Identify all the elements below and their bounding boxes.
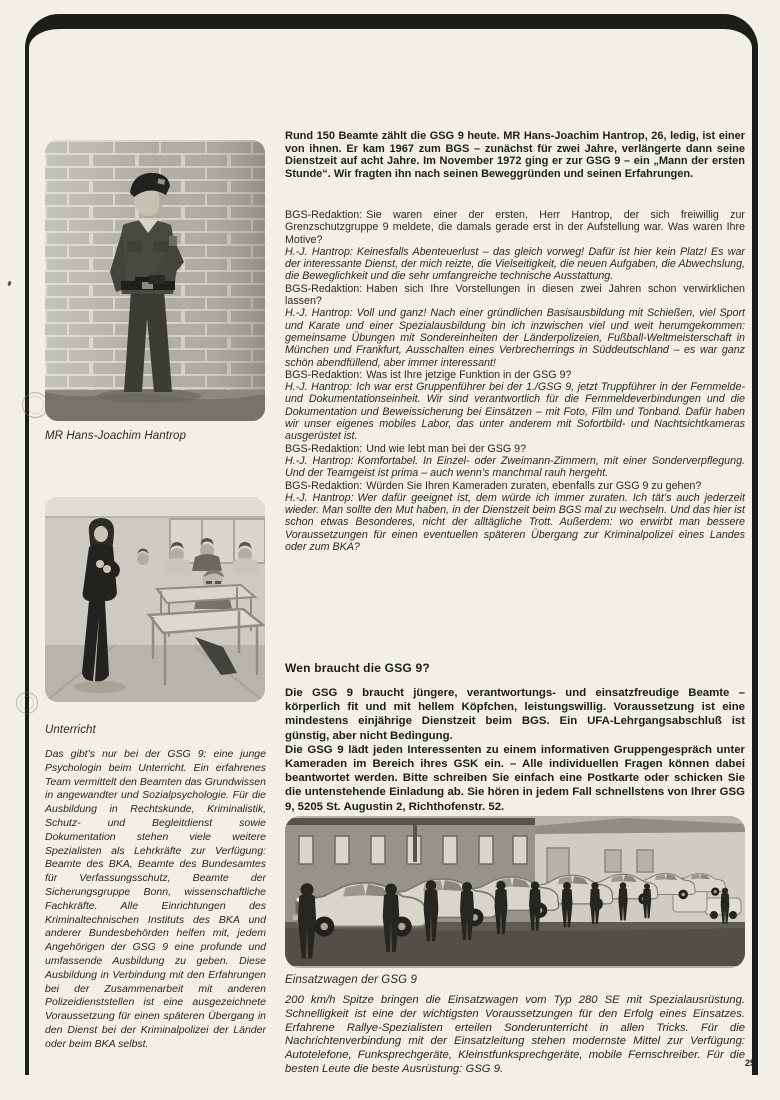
recruitment-paragraph-2: Die GSG 9 lädt jeden Interessenten zu einem informativen Gruppengespräch unter Kameraden im Bereich ihres GSK ein. – Alle individuellen Fragen können dabei beantwortet werden. Bitte schreiben Sie einfach eine Postkarte oder schicken Sie die untenstehende Einladung ab. Sie hören in jedem Fall schnellstens von Ihrer GSG 9, 5205 St. Augustin 2, Richthofenstr. 52. bbox=[285, 743, 745, 813]
left-column-body: Das gibt’s nur bei der GSG 9: eine junge Psychologin beim Unterricht. Ein erfahrenes Team vermittelt den Beamten das Grundwissen in angewandter und Sozialpsychologie. Für die Ausbildung in Rechtskunde, Kriminalistik, Schutz- und Begleitdienst sowie Dokumentation stehen viele weitere Spezialisten als Lehrkräfte zur Verfügung: Beamte des BKA, Beamte des Bundesamtes für Verfassungsschutz, Beamte der Sicherungsgruppe Bonn, wissenschaftliche Fachkräfte. Alle Einrichtungen des Kriminaltechnischen Instituts des BKA und anderer Bundesbehörden helfen mit, jedem Angehörigen der GSG 9 eine profunde und umfassende Ausbildung zu geben. Diese Ausbildung in Verbindung mit den Erfahrungen bei der Zusammenarbeit mit anderen Polizeidienststellen ist eine ausgezeichnete Voraussetzung für einen späteren Übergang in den Dienst bei der Kriminalpolizei der Länder oder beim BKA selbst. bbox=[45, 748, 266, 1050]
intro-paragraph: Rund 150 Beamte zählt die GSG 9 heute. MR Hans-Joachim Hantrop, 26, ledig, ist einer von ihnen. Er kam 1967 zum BGS – zunächst für zwei Jahre, verlängerte dann seine Dienstzeit auf acht Jahre. Im November 1972 ging er zur GSG 9 – ein „Mann der ersten Stunde“. Wir fragten ihn nach seinen Beweggründen und seinen Erfahrungen. bbox=[285, 130, 745, 180]
speaker-label: BGS-Redaktion: bbox=[285, 442, 363, 455]
interview-question bbox=[285, 443, 745, 455]
interview-answer bbox=[285, 246, 745, 283]
dialogue-text: Haben sich Ihre Vorstellungen in diesen zwei Jahren schon verwirklichen lassen? bbox=[285, 282, 745, 308]
recruitment-section bbox=[285, 686, 745, 814]
interview-answer bbox=[285, 381, 745, 442]
speaker-label: BGS-Redaktion: bbox=[285, 479, 363, 492]
dialogue-text: Komfortabel. In Einzel- oder Zweimann-Zimmern, mit einer Sonderverpflegung. Und der Teamgeist ist prima – auch wenn’s manchmal rauh hergeht. bbox=[285, 454, 745, 480]
photo-caption-einsatzwagen: Einsatzwagen der GSG 9 bbox=[285, 974, 417, 986]
stamp-mark bbox=[16, 692, 38, 714]
speaker-label: BGS-Redaktion: bbox=[285, 368, 363, 381]
interview-question bbox=[285, 283, 745, 308]
dialogue-text: Würden Sie Ihren Kameraden zuraten, ebenfalls zur GSG 9 zu gehen? bbox=[366, 479, 702, 492]
interview-answer bbox=[285, 455, 745, 480]
photo-caption-hantrop: MR Hans-Joachim Hantrop bbox=[45, 430, 186, 442]
dialogue-text: Was ist Ihre jetzige Funktion in der GSG 9? bbox=[366, 368, 572, 381]
dialogue-text: Und wie lebt man bei der GSG 9? bbox=[366, 442, 527, 455]
interview-question bbox=[285, 209, 745, 246]
page-number: 25 bbox=[744, 1058, 755, 1068]
dialogue-text: Sie waren einer der ersten, Herr Hantrop, der sich freiwillig zur Grenzschutzgruppe 9 meldete, die damals gerade erst in der Aufstellung war. Was waren Ihre Motive? bbox=[285, 209, 745, 246]
speaker-label: BGS-Redaktion: bbox=[285, 209, 363, 221]
dialogue-text: Wer dafür geeignet ist, dem würde ich immer zuraten. Ich tät’s auch jederzeit wieder. Man sollte den Mut haben, in der Dienstzeit beim BGS mal zu wechseln. Und das hier ist schon etwas Besonderes, nicht der alltägliche Trott. Außerdem: wo erwirbt man bessere Voraussetzungen für einen eventuellen späteren Übergang zur Kriminalpolizei eines Landes oder zum BKA? bbox=[285, 491, 745, 554]
speaker-label: H.-J. Hantrop: bbox=[285, 454, 354, 467]
classroom-photo bbox=[45, 497, 265, 702]
speaker-label: H.-J. Hantrop: bbox=[285, 307, 353, 320]
section-heading: Wen braucht die GSG 9? bbox=[285, 661, 430, 675]
interview-question bbox=[285, 480, 745, 492]
interview-question bbox=[285, 369, 745, 381]
dialogue-text: Keinesfalls Abenteuerlust – das gleich vorweg! Dafür ist hier kein Platz! Es war der interessante Dienst, der mich reizte, die Vielseitigkeit, die neuen Aufgaben, die Abwechslung, die Beweglichkeit und die sehr umfangreiche technische Ausstattung. bbox=[285, 245, 745, 283]
dialogue-text: Ich war erst Gruppenführer bei der 1./GSG 9, jetzt Truppführer in der Fernmelde- und Dokumentationseinheit. Wir sind verantwortlich für die Fernmeldeverbindungen und die Dokumentation und Beweissicherung bei Einsätzen – mit Foto, Film und Tonband. Dafür haben wir unser eigenes mobiles Labor, das unter anderem mit Sofortbild- und Nachtsichtkameras ausgerüstet ist. bbox=[285, 381, 745, 443]
einsatzwagen-photo bbox=[285, 816, 745, 968]
speaker-label: H.-J. Hantrop: bbox=[285, 491, 354, 504]
photo-caption-unterricht: Unterricht bbox=[45, 724, 96, 736]
speaker-label: BGS-Redaktion: bbox=[285, 282, 363, 295]
interview-answer bbox=[285, 492, 745, 553]
dialogue-text: Voll und ganz! Nach einer gründlichen Basisausbildung mit Schießen, viel Sport und Karate und einer Spezialausbildung bin ich inzwischen viel und weit herumgekommen: gemeinsame Übungen mit Sondereinheiten der Länderpolizeien, Fußball-Weltmeisterschaft in München und Frankfurt, Ausschalten eines Verbrecherrings in Süddeutschland – es war ganz schön abendfüllend, aber immer interessant! bbox=[285, 307, 745, 369]
interview-answer bbox=[285, 307, 745, 368]
speaker-label: H.-J. Hantrop: bbox=[285, 245, 353, 258]
paper-speck bbox=[7, 281, 11, 287]
speaker-label: H.-J. Hantrop: bbox=[285, 381, 353, 394]
interview-section bbox=[285, 209, 745, 553]
recruitment-paragraph-1: Die GSG 9 braucht jüngere, verantwortungs- und einsatzfreudige Beamte – körperlich fit und mit hellem Köpfchen, leistungswillig. Voraussetzung ist eine mindestens einjährige Dienstzeit beim BGS. Ein UFA-Lehrgangsabschluß ist günstig, aber nicht Bedingung. bbox=[285, 687, 745, 742]
hantrop-photo bbox=[45, 140, 265, 421]
closing-paragraph: 200 km/h Spitze bringen die Einsatzwagen vom Typ 280 SE mit Spezialausrüstung. Schnelligkeit ist eine der wichtigsten Voraussetzungen für den Erfolg eines Einsatzes. Erfahrene Rallye-Spezialisten erteilen Sonderunterricht in allen Tricks. Für die Nachrichtenverbindung mit der Einsatzleitung stehen modernste Mittel zur Verfügung: Autotelefone, Funksprechgeräte, Kleinstfunksprechgeräte, mobile Fernschreiber. Für die besten Leute die beste Ausrüstung: GSG 9. bbox=[285, 994, 745, 1075]
